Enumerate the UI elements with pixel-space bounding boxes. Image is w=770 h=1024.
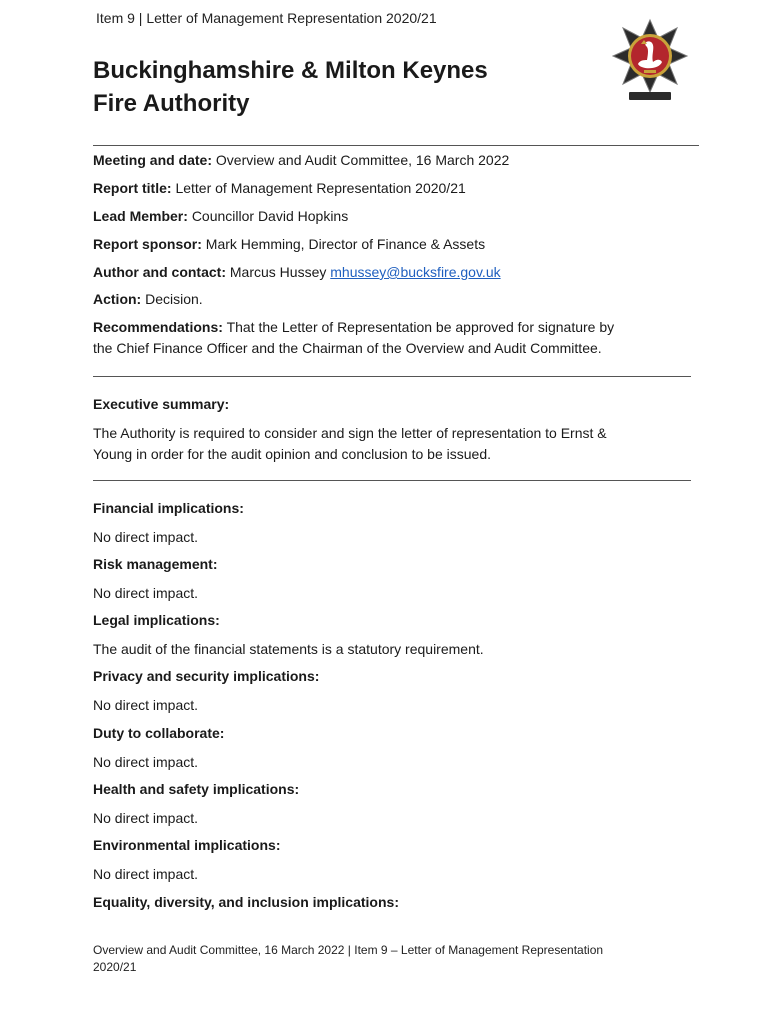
page-title (93, 54, 488, 120)
sponsor-value: Mark Hemming, Director of Finance & Assets (205, 236, 486, 252)
environmental-text: No direct impact. (93, 866, 199, 882)
risk-management-heading: Risk management: (93, 556, 218, 572)
legal-implications-heading: Legal implications: (93, 612, 220, 628)
environmental-heading: Environmental implications: (93, 837, 281, 853)
executive-summary-line-2: Young in order for the audit opinion and conclusion to be issued. (93, 446, 491, 462)
duty-to-collaborate-heading: Duty to collaborate: (93, 725, 225, 741)
health-safety-text: No direct impact. (93, 810, 199, 826)
title-divider (93, 145, 699, 146)
meeting-and-date (93, 150, 683, 171)
report-title-label: Report title: (93, 180, 172, 196)
recommendations-text-1: That the Letter of Representation be approved for signature by (226, 319, 615, 335)
executive-summary-line-1: The Authority is required to consider and sign the letter of representation to Ernst & (93, 425, 607, 441)
author-email-link[interactable]: mhussey@bucksfire.gov.uk (330, 264, 501, 280)
lead-member-label: Lead Member: (93, 208, 188, 224)
page-footer (93, 942, 683, 976)
financial-implications-text: No direct impact. (93, 529, 199, 545)
sponsor-label: Report sponsor: (93, 236, 202, 252)
author-value: Marcus Hussey (229, 264, 327, 280)
item-header: Item 9 | Letter of Management Representation 2020/21 (96, 10, 437, 26)
report-title (93, 178, 683, 199)
health-safety-heading: Health and safety implications: (93, 781, 300, 797)
title-line-2: Fire Authority (93, 90, 250, 117)
financial-implications-heading: Financial implications: (93, 500, 244, 516)
executive-summary-heading: Executive summary: (93, 396, 230, 412)
recommendations-label: Recommendations: (93, 319, 223, 335)
footer-line-1: Overview and Audit Committee, 16 March 2022 | Item 9 – Letter of Management Representation (93, 943, 604, 957)
footer-line-2: 2020/21 (93, 960, 137, 974)
action (93, 289, 683, 310)
recommendations (93, 317, 683, 359)
privacy-security-text: No direct impact. (93, 697, 199, 713)
section-divider-1 (93, 376, 691, 377)
legal-implications-text: The audit of the financial statements is a statutory requirement. (93, 641, 484, 657)
duty-to-collaborate-text: No direct impact. (93, 754, 199, 770)
author-and-contact (93, 262, 683, 283)
crest-star (613, 20, 687, 92)
section-divider-2 (93, 480, 691, 481)
title-line-1: Buckinghamshire & Milton Keynes (93, 57, 488, 84)
recommendations-text-2: the Chief Finance Officer and the Chairman of the Overview and Audit Committee. (93, 340, 602, 356)
report-title-value: Letter of Management Representation 2020/21 (175, 180, 466, 196)
meeting-label: Meeting and date: (93, 152, 213, 168)
fire-authority-crest-icon (611, 18, 689, 108)
lead-member (93, 206, 683, 227)
author-label: Author and contact: (93, 264, 226, 280)
privacy-security-heading: Privacy and security implications: (93, 668, 320, 684)
meeting-value: Overview and Audit Committee, 16 March 2022 (215, 152, 510, 168)
action-label: Action: (93, 291, 142, 307)
risk-management-text: No direct impact. (93, 585, 199, 601)
action-value: Decision. (145, 291, 203, 307)
report-sponsor (93, 234, 683, 255)
equality-diversity-heading: Equality, diversity, and inclusion implications: (93, 894, 399, 910)
executive-summary-text (93, 423, 693, 465)
lead-member-value: Councillor David Hopkins (191, 208, 349, 224)
recommendations-line-1 (93, 317, 683, 338)
